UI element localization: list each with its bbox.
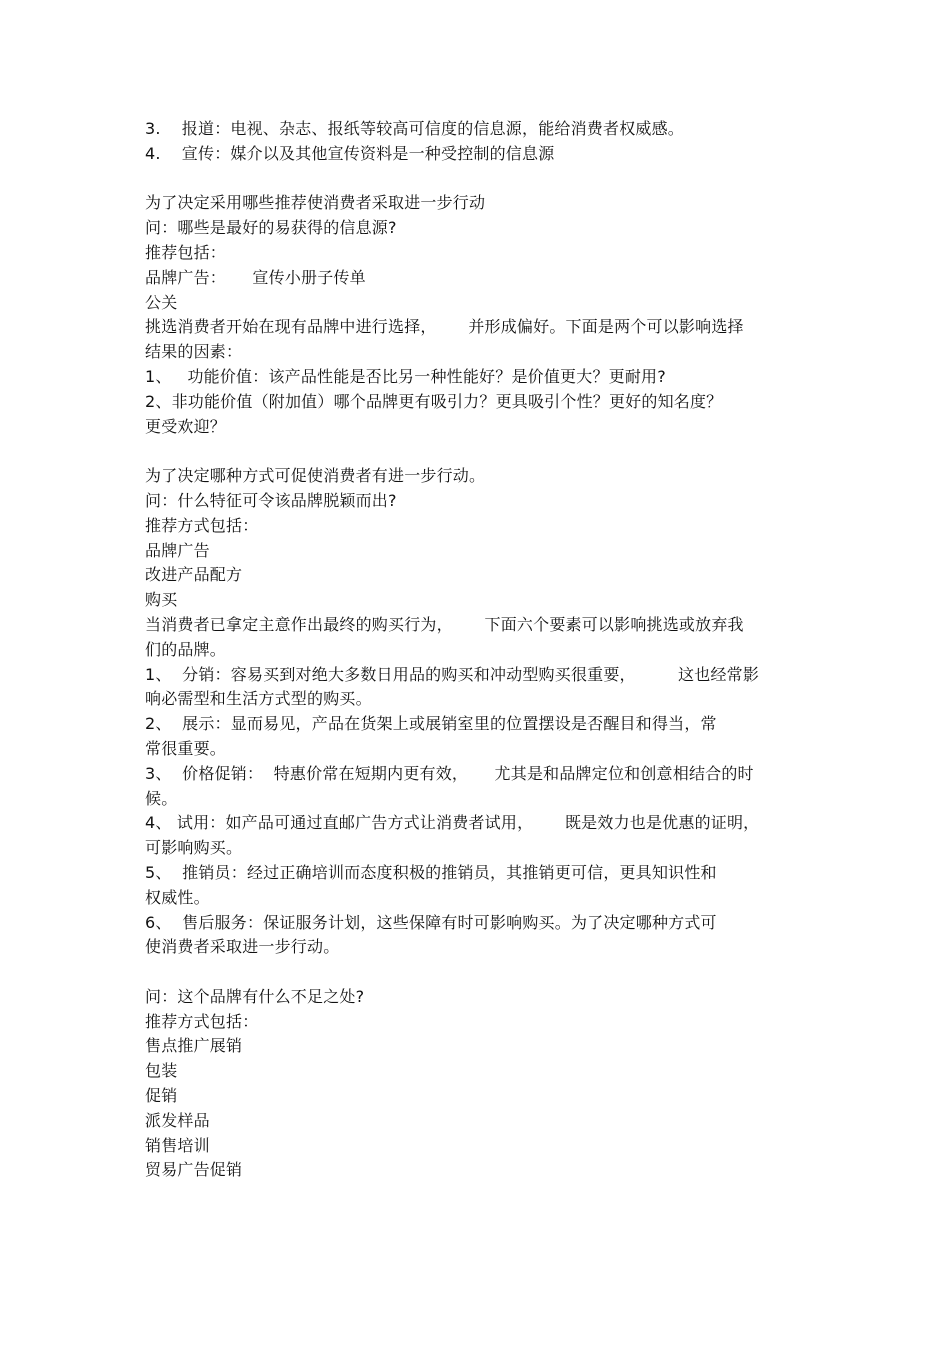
document-body <box>145 117 815 1183</box>
text-line: 4、 试用：如产品可通过直邮广告方式让消费者试用， 既是效力也是优惠的证明， <box>145 813 760 833</box>
text-line: 推荐包括： <box>145 242 227 262</box>
text-line: 2、 展示：显而易见，产品在货架上或展销室里的位置摆设是否醒目和得当，常 <box>145 714 717 734</box>
text-line: 结果的因素： <box>145 342 243 362</box>
text-line: 品牌广告 <box>145 540 210 560</box>
text-line: 公关 <box>145 292 178 312</box>
text-line: 响必需型和生活方式型的购买。 <box>145 689 372 709</box>
text-line: 挑选消费者开始在现有品牌中进行选择， 并形成偏好。下面是两个可以影响选择 <box>145 317 744 337</box>
text-line: 为了决定采用哪些推荐使消费者采取进一步行动 <box>145 193 486 213</box>
text-line: 3. 报道：电视、杂志、报纸等较高可信度的信息源，能给消费者权威感。 <box>145 119 685 138</box>
text-line: 促销 <box>145 1086 178 1106</box>
text-line: 常很重要。 <box>145 738 227 758</box>
blank-line <box>145 167 815 192</box>
text-line: 售点推广展销 <box>145 1036 243 1056</box>
text-line: 改进产品配方 <box>145 565 243 585</box>
text-line: 6、 售后服务：保证服务计划，这些保障有时可影响购买。为了决定哪种方式可 <box>145 912 717 932</box>
text-line: 为了决定哪种方式可促使消费者有进一步行动。 <box>145 466 486 486</box>
text-line: 销售培训 <box>145 1135 210 1155</box>
text-line: 使消费者采取进一步行动。 <box>145 937 340 957</box>
text-line: 5、 推销员：经过正确培训而态度积极的推销员，其推销更可信，更具知识性和 <box>145 862 717 882</box>
text-line: 1、 分销：容易买到对绝大多数日用品的购买和冲动型购买很重要， 这也经常影 <box>145 664 760 684</box>
text-line: 当消费者已拿定主意作出最终的购买行为， 下面六个要素可以影响挑选或放弃我 <box>145 614 744 634</box>
text-line: 权威性。 <box>145 887 210 907</box>
text-line: 包装 <box>145 1061 178 1081</box>
text-line: 问：什么特征可令该品牌脱颖而出? <box>145 490 397 510</box>
text-line: 推荐方式包括： <box>145 1011 259 1031</box>
text-line: 2、非功能价值（附加值）哪个品牌更有吸引力？更具吸引个性？更好的知名度？ <box>145 391 723 411</box>
text-line: 可影响购买。 <box>145 838 243 858</box>
text-line: 3、 价格促销： 特惠价常在短期内更有效， 尤其是和品牌定位和创意相结合的时 <box>145 763 754 783</box>
text-line: 更受欢迎？ <box>145 416 227 436</box>
blank-line <box>145 439 815 464</box>
text-line: 品牌广告： 宣传小册子传单 <box>145 267 366 287</box>
text-line: 1、 功能价值：该产品性能是否比另一种性能好？是价值更大？更耐用? <box>145 366 666 386</box>
text-line: 推荐方式包括： <box>145 515 259 535</box>
text-line: 问：哪些是最好的易获得的信息源? <box>145 218 397 238</box>
text-line: 贸易广告促销 <box>145 1160 243 1180</box>
text-line: 4. 宣传：媒介以及其他宣传资料是一种受控制的信息源 <box>145 143 555 163</box>
blank-line <box>145 960 815 985</box>
text-line: 们的品牌。 <box>145 639 227 659</box>
text-line: 购买 <box>145 590 178 610</box>
text-line: 问：这个品牌有什么不足之处? <box>145 986 365 1006</box>
text-line: 派发样品 <box>145 1110 210 1130</box>
text-line: 候。 <box>145 788 178 808</box>
